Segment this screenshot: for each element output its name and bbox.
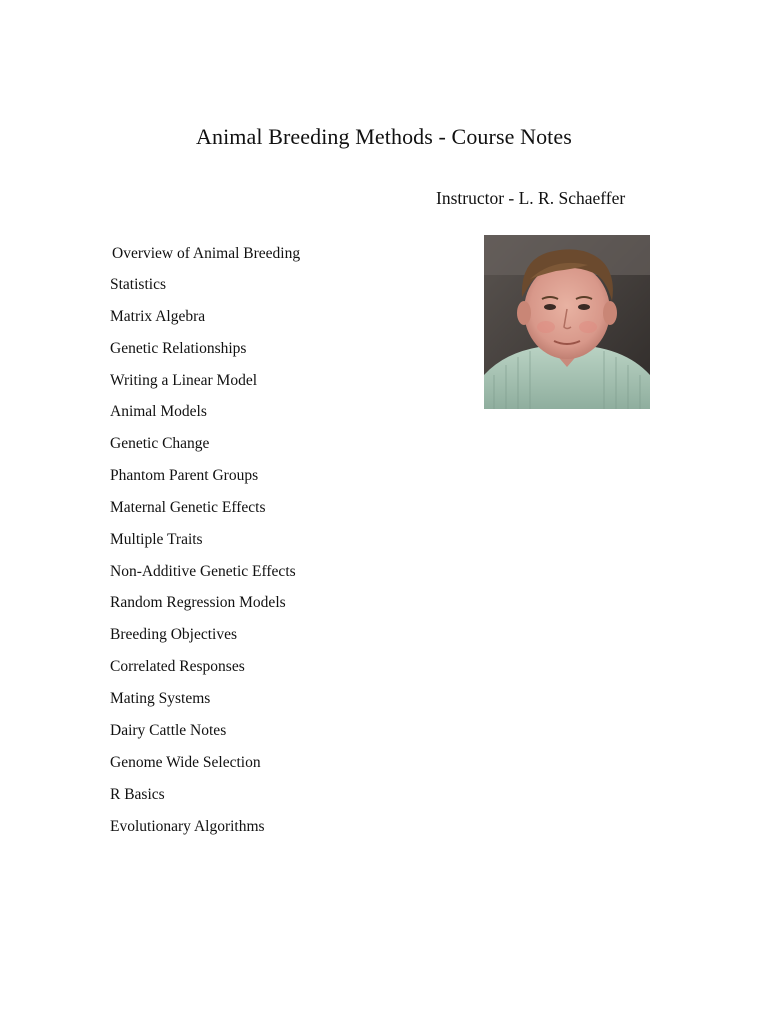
toc-item-genetic-relationships[interactable]: Genetic Relationships — [110, 340, 247, 357]
toc-item-non-additive-effects[interactable]: Non-Additive Genetic Effects — [110, 563, 296, 580]
toc-item-genome-wide-selection[interactable]: Genome Wide Selection — [110, 754, 261, 771]
toc-item-random-regression[interactable]: Random Regression Models — [110, 594, 286, 611]
page-title: Animal Breeding Methods - Course Notes — [196, 124, 572, 149]
toc-item-correlated-responses[interactable]: Correlated Responses — [110, 658, 245, 675]
instructor-portrait-icon — [484, 235, 650, 409]
toc-item-multiple-traits[interactable]: Multiple Traits — [110, 531, 203, 548]
toc-item-genetic-change[interactable]: Genetic Change — [110, 435, 210, 452]
toc-item-evolutionary-algorithms[interactable]: Evolutionary Algorithms — [110, 818, 265, 835]
toc-item-mating-systems[interactable]: Mating Systems — [110, 690, 211, 707]
instructor-name: Instructor - L. R. Schaeffer — [436, 188, 626, 208]
toc-item-dairy-cattle-notes[interactable]: Dairy Cattle Notes — [110, 722, 227, 739]
toc-item-r-basics[interactable]: R Basics — [110, 786, 165, 803]
instructor-photo — [484, 235, 650, 409]
toc-item-maternal-genetic-effects[interactable]: Maternal Genetic Effects — [110, 499, 266, 516]
toc-item-overview[interactable]: Overview of Animal Breeding — [112, 245, 301, 262]
toc-item-phantom-parent-groups[interactable]: Phantom Parent Groups — [110, 467, 259, 484]
toc-item-statistics[interactable]: Statistics — [110, 276, 166, 293]
toc-item-matrix-algebra[interactable]: Matrix Algebra — [110, 308, 206, 325]
toc-item-animal-models[interactable]: Animal Models — [110, 403, 207, 420]
toc-item-linear-model[interactable]: Writing a Linear Model — [110, 372, 258, 389]
toc-item-breeding-objectives[interactable]: Breeding Objectives — [110, 626, 237, 643]
